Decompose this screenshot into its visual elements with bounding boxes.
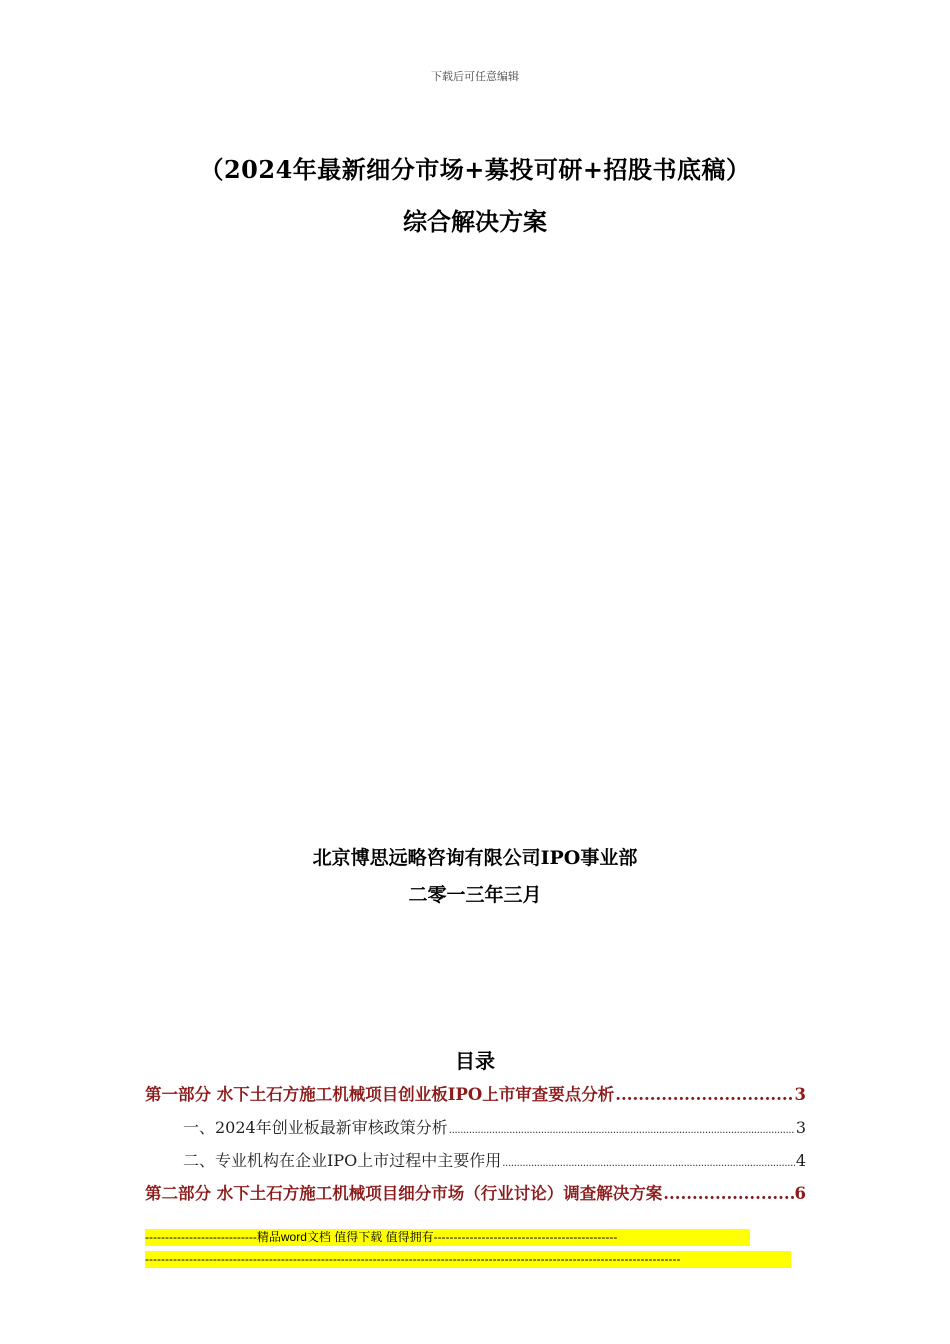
- toc-page-number: 4: [795, 1151, 806, 1170]
- organization-name: 北京博思远略咨询有限公司IPO事业部: [312, 847, 638, 869]
- toc-entry-part-2[interactable]: [145, 1181, 806, 1214]
- header-note: 下载后可任意编辑: [431, 70, 519, 83]
- toc-leader-dots: [502, 1151, 795, 1177]
- banner-line-1: ----------------------------精品word文档 值得下载 值得拥有----------------------------------------------: [145, 1229, 750, 1246]
- toc-entry-text: 第二部分 水下土石方施工机械项目细分市场（行业讨论）调查解决方案: [145, 1184, 663, 1203]
- table-of-contents: [145, 1082, 806, 1214]
- document-date: 二零一三年三月: [408, 884, 542, 906]
- toc-leader-dots: [615, 1082, 793, 1108]
- toc-entry-text: 一、2024年创业板最新审核政策分析: [183, 1118, 448, 1137]
- toc-page-number: 3: [794, 1085, 806, 1104]
- toc-leader-dots: [663, 1181, 793, 1207]
- toc-page-number: 3: [795, 1118, 806, 1137]
- toc-leader-dots: [449, 1118, 795, 1144]
- toc-page-number: 6: [794, 1184, 806, 1203]
- toc-entry-part-1[interactable]: [145, 1082, 806, 1115]
- toc-heading: 目录: [455, 1049, 495, 1073]
- toc-entry-section-1[interactable]: [145, 1115, 806, 1148]
- highlight-banner: [145, 1229, 795, 1273]
- document-title-line2: 综合解决方案: [403, 207, 547, 236]
- toc-entry-text: 二、专业机构在企业IPO上市过程中主要作用: [183, 1151, 502, 1170]
- banner-line-2: --------------------------------------------------------------------------------------------------------------------------------------: [145, 1251, 791, 1268]
- toc-entry-text: 第一部分 水下土石方施工机械项目创业板IPO上市审查要点分析: [145, 1085, 615, 1104]
- toc-entry-section-2[interactable]: [145, 1148, 806, 1181]
- document-title-line1: （2024年最新细分市场+募投可研+招股书底稿）: [199, 155, 751, 184]
